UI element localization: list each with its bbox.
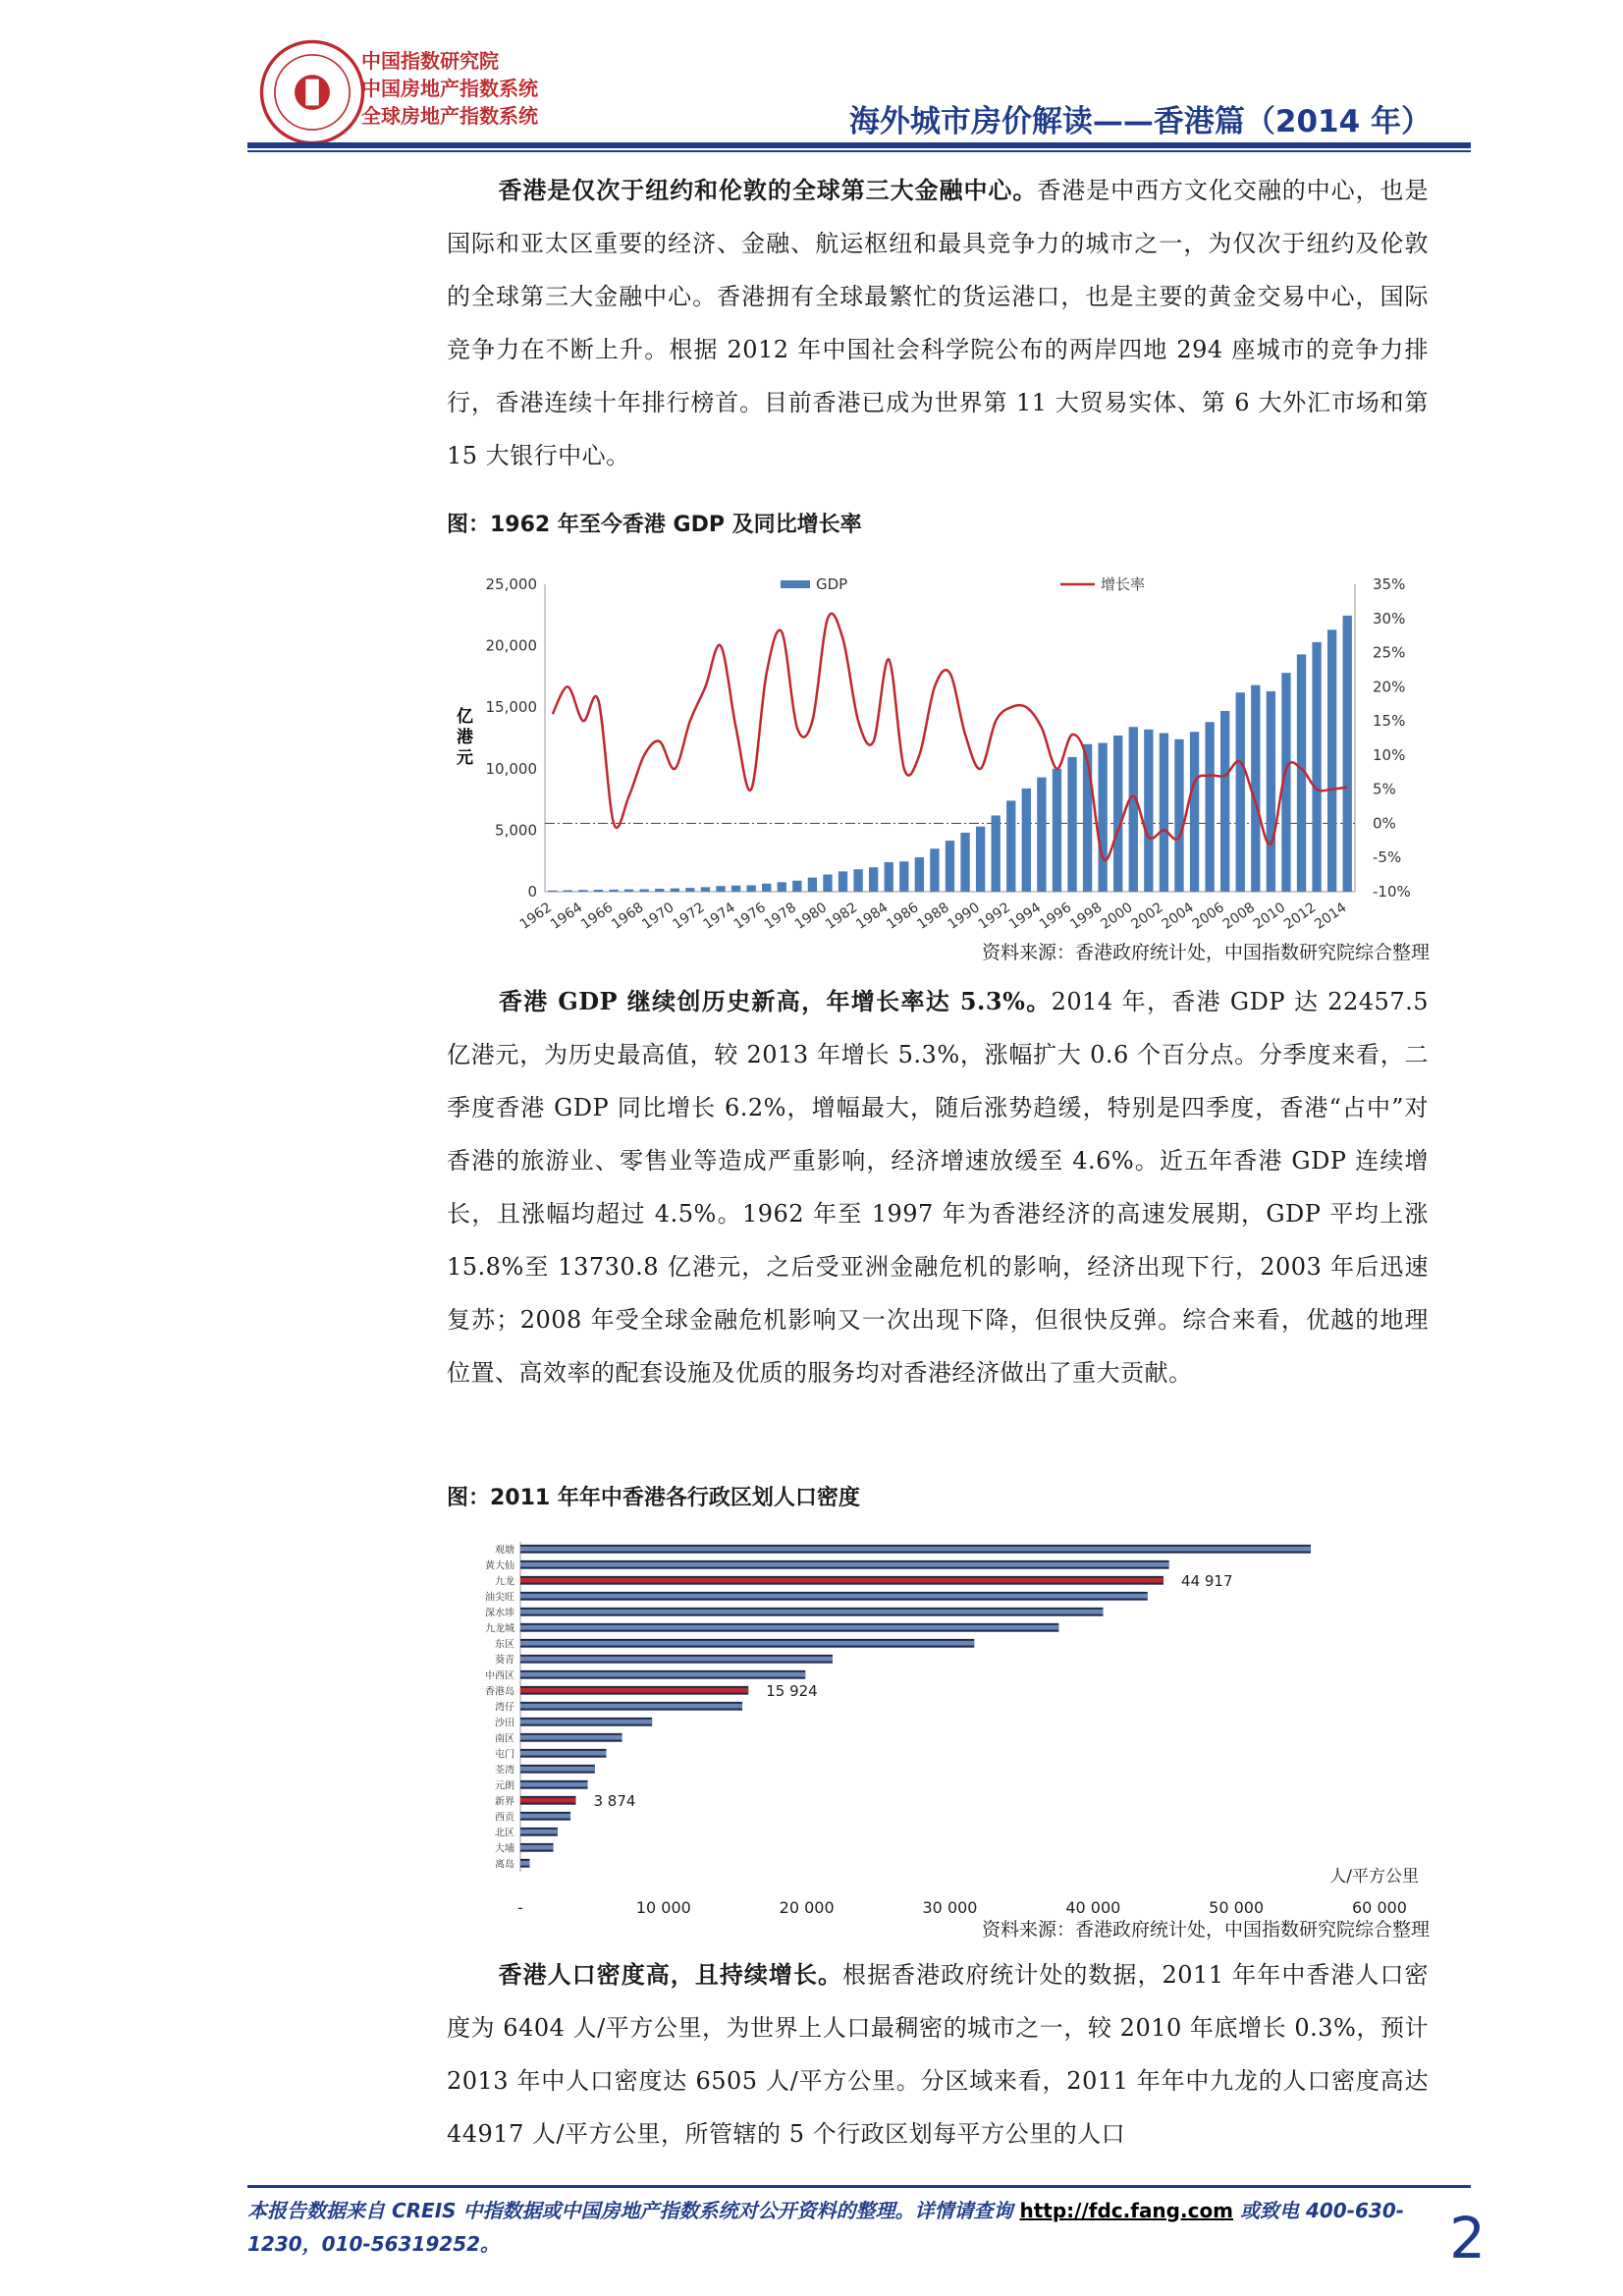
density-bar-highlight (520, 1688, 748, 1693)
gdp-bar (578, 890, 587, 892)
gdp-bar (1006, 800, 1015, 892)
category-label: 新界 (495, 1796, 514, 1808)
figure-source-gdp: 资料来源：香港政府统计处，中国指数研究院综合整理 (981, 942, 1430, 963)
gdp-bar (1067, 757, 1076, 892)
footer-rule (247, 2185, 1471, 2188)
density-bar-highlight (520, 1814, 570, 1819)
org-lines (361, 47, 538, 130)
paragraph-lead: 香港人口密度高，且持续增长。 (498, 1960, 843, 1989)
paragraph-body: 根据香港政府统计处的数据，2011 年年中香港人口密度为 6404 人/平方公里，为世界上人口最稠密的城市之一，较 2010 年底增长 0.3%，预计 2013 年中人口密度达 6505 人/平方公里。分区域来看，2011 年年中九龙的人口密度高达 44917 人/平方公里，所管辖的 5 个行政区划每平方公里的人口 (447, 1961, 1429, 2148)
footer-link[interactable]: http://fdc.fang.com (1019, 2199, 1234, 2222)
y-tick-label: 0 (527, 883, 537, 901)
gdp-bar (992, 815, 1001, 892)
gdp-bar (1312, 642, 1321, 892)
x-tick-label: 2012 (1281, 900, 1320, 933)
gdp-bar (1220, 711, 1229, 892)
category-label: 香港岛 (485, 1686, 514, 1698)
x-tick-label: 2010 (1250, 900, 1289, 933)
density-bar-highlight (520, 1845, 554, 1850)
gdp-bar (1098, 743, 1107, 892)
x-tick-label: 1982 (823, 900, 861, 933)
x-tick-label: - (517, 1898, 523, 1917)
x-tick-label: 2002 (1128, 900, 1166, 933)
gdp-bar (716, 886, 725, 892)
gdp-bar (1236, 692, 1245, 892)
y-tick-label: 15,000 (485, 698, 537, 717)
density-bar-highlight (520, 1672, 805, 1677)
gdp-bar (960, 833, 969, 892)
header-rule-thin (247, 150, 1471, 152)
data-label: 3 874 (593, 1791, 636, 1810)
x-tick-label: 10 000 (635, 1898, 691, 1917)
category-label: 东区 (495, 1639, 514, 1651)
category-label: 九龙城 (485, 1623, 514, 1635)
data-label: 44 917 (1181, 1571, 1233, 1590)
category-label: 黄大仙 (485, 1560, 514, 1572)
gdp-bar (1327, 629, 1336, 892)
figure-title-gdp: 图：1962 年至今香港 GDP 及同比增长率 (447, 513, 862, 537)
x-tick-label: 60 000 (1352, 1898, 1407, 1917)
paragraph-gdp (447, 975, 1429, 1399)
density-chart (447, 1532, 1429, 1920)
x-axis-label: 人/平方公里 (1329, 1867, 1419, 1886)
x-tick-label: 1976 (730, 900, 770, 933)
x-tick-label: 1986 (884, 900, 922, 933)
y2-tick-label: 25% (1373, 643, 1406, 662)
gdp-bar (869, 867, 878, 892)
category-label: 中西区 (485, 1670, 514, 1682)
density-bar-highlight (520, 1625, 1058, 1630)
y2-tick-label: 0% (1373, 814, 1396, 833)
category-label: 葵青 (495, 1655, 514, 1667)
y-tick-label: 5,000 (495, 821, 537, 840)
density-bar-highlight (520, 1798, 575, 1803)
x-tick-label: 1978 (761, 900, 800, 933)
gdp-bar (685, 888, 694, 892)
gdp-bar (1144, 730, 1153, 892)
gdp-bar (808, 878, 817, 892)
category-label: 深水埗 (485, 1608, 514, 1619)
org-line-2: 中国房地产指数系统 (361, 77, 538, 100)
gdp-bar (746, 885, 755, 892)
gdp-bar (976, 827, 985, 892)
gdp-bar (1190, 732, 1199, 892)
x-tick-label: 2008 (1219, 900, 1259, 933)
density-bar-highlight (520, 1657, 833, 1662)
category-label: 沙田 (495, 1718, 514, 1729)
gdp-bar (1343, 616, 1352, 892)
density-bar-highlight (520, 1594, 1148, 1599)
x-tick-label: 1966 (577, 900, 617, 933)
x-tick-label: 2014 (1312, 900, 1350, 933)
category-label: 湾仔 (495, 1702, 514, 1714)
x-tick-label: 50 000 (1209, 1898, 1265, 1917)
figure-source-density: 资料来源：香港政府统计处，中国指数研究院综合整理 (981, 1919, 1430, 1941)
document-title: 海外城市房价解读——香港篇（2014 年） (848, 104, 1432, 139)
category-label: 西贡 (495, 1812, 514, 1824)
x-tick-label: 1964 (547, 900, 586, 933)
footer-text-b: 或致电 400-630-1230，010-56319252。 (247, 2199, 1405, 2256)
gdp-chart (447, 555, 1429, 943)
x-tick-label: 1990 (945, 900, 983, 933)
category-label: 九龙 (495, 1576, 514, 1588)
figure-title-density: 图：2011 年年中香港各行政区划人口密度 (447, 1486, 860, 1510)
x-tick-label: 1962 (516, 900, 556, 933)
legend-label-growth: 增长率 (1101, 575, 1146, 593)
density-bar-highlight (520, 1861, 529, 1866)
y-axis-label: 亿港元 (457, 707, 473, 768)
category-label: 荃湾 (495, 1765, 514, 1777)
footer-note (247, 2194, 1440, 2261)
gdp-bar (624, 890, 633, 892)
y2-tick-label: 20% (1373, 678, 1406, 696)
data-label: 15 924 (766, 1681, 818, 1700)
x-tick-label: 1994 (1005, 900, 1045, 933)
y2-tick-label: -10% (1373, 883, 1411, 901)
density-bar-highlight (520, 1767, 595, 1772)
category-label: 北区 (495, 1828, 514, 1839)
y2-tick-label: 10% (1373, 745, 1406, 764)
gdp-bar (839, 871, 847, 892)
category-label: 屯门 (495, 1749, 514, 1761)
x-tick-label: 2004 (1159, 900, 1197, 933)
paragraph-density (447, 1948, 1429, 2160)
gdp-bar (1174, 739, 1183, 892)
x-tick-label: 20 000 (779, 1898, 835, 1917)
category-label: 观塘 (495, 1545, 514, 1557)
gdp-bar (548, 891, 557, 892)
gdp-bar (1022, 789, 1031, 892)
gdp-bar (823, 874, 832, 892)
gdp-bar (853, 869, 862, 892)
paragraph-lead: 香港是仅次于纽约和伦敦的全球第三大金融中心。 (498, 176, 1038, 204)
category-label: 元朗 (495, 1780, 514, 1792)
category-label: 大埔 (495, 1843, 514, 1855)
x-tick-label: 30 000 (922, 1898, 978, 1917)
paragraph-body: 2014 年，香港 GDP 达 22457.5 亿港元，为历史最高值，较 2013 年增长 5.3%，涨幅扩大 0.6 个百分点。分季度来看，二季度香港 GDP 同比增长 6.2%，增幅最大，随后涨势趋缓，特别是四季度，香港“占中”对香港的旅游业、零售业等造成严重影响，经济增速放缓至 4.6%。近五年香港 GDP 连续增长，且涨幅均超过 4.5%。1962 年至 1997 年为香港经济的高速发展期，GDP 平均上涨 15.8%至 13730.8 亿港元，之后受亚洲金融危机的影响，经济出现下行，2003 年后迅速复苏；2008 年受全球金融危机影响又一次出现下降，但很快反弹。综合来看，优越的地理位置、高效率的配套设施及优质的服务均对香港经济做出了重大贡献。 (447, 988, 1429, 1387)
org-line-3: 全球房地产指数系统 (361, 104, 538, 128)
gdp-bar (1037, 778, 1046, 892)
gdp-bar (655, 889, 664, 892)
org-line-1: 中国指数研究院 (361, 49, 499, 73)
x-tick-label: 1972 (670, 900, 708, 933)
paragraph-body: 香港是中西方文化交融的中心，也是国际和亚太区重要的经济、金融、航运枢纽和最具竞争力的城市之一，为仅次于纽约及伦敦的全球第三大金融中心。香港拥有全球最繁忙的货运港口，也是主要的黄金交易中心，国际竞争力在不断上升。根据 2012 年中国社会科学院公布的两岸四地 294 座城市的竞争力排行，香港连续十年排行榜首。目前香港已成为世界第 11 大贸易实体、第 6 大外汇市场和第 15 大银行中心。 (447, 177, 1430, 469)
gdp-bar (885, 862, 893, 892)
gdp-bar (594, 890, 603, 892)
gdp-bar (1160, 733, 1168, 892)
y-tick-label: 25,000 (485, 575, 537, 593)
gdp-bar (701, 887, 710, 892)
header-rule (247, 142, 1471, 148)
gdp-bar (899, 861, 908, 892)
density-bar-highlight (520, 1610, 1104, 1614)
paragraph-lead: 香港 GDP 继续创历史新高，年增长率达 5.3%。 (498, 987, 1052, 1015)
x-tick-label: 1974 (700, 900, 738, 933)
x-tick-label: 2000 (1098, 900, 1136, 933)
gdp-bar (671, 889, 679, 892)
x-tick-label: 1992 (975, 900, 1014, 933)
y2-tick-label: 5% (1373, 780, 1396, 798)
density-bar-highlight (520, 1830, 558, 1834)
x-tick-label: 1970 (639, 900, 677, 933)
legend-swatch-gdp (781, 580, 810, 588)
gdp-bar (762, 884, 771, 892)
x-tick-label: 1988 (914, 900, 952, 933)
density-bar-highlight (520, 1641, 974, 1646)
y-tick-label: 10,000 (485, 759, 537, 778)
density-bar-highlight (520, 1735, 622, 1740)
category-label: 离岛 (495, 1859, 514, 1871)
gdp-bar (1129, 727, 1138, 892)
x-tick-label: 1998 (1067, 900, 1106, 933)
y2-tick-label: 15% (1373, 712, 1406, 731)
gdp-bar (792, 881, 801, 892)
y-tick-label: 20,000 (485, 636, 537, 655)
density-bar-highlight (520, 1782, 588, 1787)
gdp-bar (564, 890, 572, 892)
x-tick-label: 40 000 (1065, 1898, 1121, 1917)
logo-icon (257, 37, 367, 147)
y2-tick-label: 35% (1373, 575, 1406, 593)
footer-text-a: 本报告数据来自 CREIS 中指数据或中国房地产指数系统对公开资料的整理。详情请查询 (247, 2199, 1020, 2222)
density-bar-highlight (520, 1704, 742, 1709)
density-bar-highlight (520, 1547, 1311, 1552)
gdp-bar (915, 857, 924, 892)
gdp-bar (1205, 722, 1214, 892)
x-tick-label: 1996 (1036, 900, 1075, 933)
y2-tick-label: 30% (1373, 609, 1406, 628)
legend-label-gdp: GDP (816, 575, 848, 593)
x-tick-label: 1984 (853, 900, 892, 933)
x-tick-label: 1968 (609, 900, 647, 933)
gdp-bar (778, 882, 786, 892)
gdp-bar (930, 848, 939, 892)
density-bar-highlight (520, 1562, 1169, 1567)
density-bar-highlight (520, 1720, 652, 1724)
density-bar-highlight (520, 1751, 607, 1756)
gdp-bar (946, 841, 954, 892)
gdp-bar (1113, 736, 1122, 892)
category-label: 油尖旺 (485, 1592, 514, 1604)
paragraph-finance-center (447, 164, 1429, 482)
page-number: 2 (1449, 2205, 1486, 2271)
gdp-bar (1251, 685, 1260, 892)
density-bar-highlight (520, 1578, 1163, 1583)
gdp-bar (1267, 691, 1275, 892)
gdp-bar (731, 886, 740, 892)
x-tick-label: 2006 (1189, 900, 1227, 933)
gdp-bar (1053, 769, 1061, 892)
x-tick-label: 1980 (791, 900, 831, 933)
category-label: 南区 (495, 1733, 514, 1745)
gdp-bar (640, 889, 649, 892)
gdp-bar (609, 890, 618, 892)
y2-tick-label: -5% (1373, 848, 1402, 867)
